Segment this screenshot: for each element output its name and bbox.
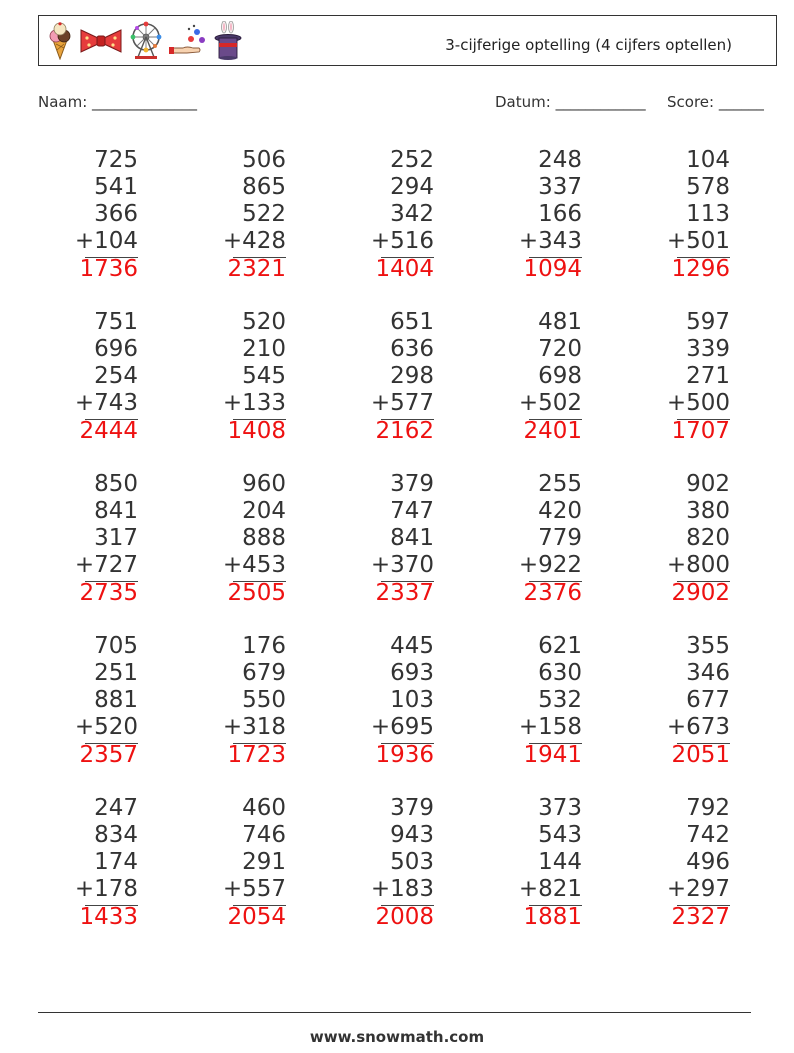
addition-problem bbox=[196, 147, 286, 287]
addend: 696 bbox=[94, 336, 138, 362]
addend: 251 bbox=[94, 660, 138, 686]
addend: 751 bbox=[94, 309, 138, 335]
addition-problem bbox=[492, 471, 582, 611]
addend: 677 bbox=[686, 687, 730, 713]
addend: 621 bbox=[538, 633, 582, 659]
answer: 1296 bbox=[671, 256, 730, 282]
last-addend: +104 bbox=[74, 228, 138, 254]
addend: 252 bbox=[390, 147, 434, 173]
last-addend: +297 bbox=[666, 876, 730, 902]
answer: 2902 bbox=[671, 580, 730, 606]
addend: 174 bbox=[94, 849, 138, 875]
addition-problem bbox=[640, 795, 730, 935]
answer: 2376 bbox=[523, 580, 582, 606]
answer: 2401 bbox=[523, 418, 582, 444]
addition-problem bbox=[492, 147, 582, 287]
last-addend: +800 bbox=[666, 552, 730, 578]
answer: 2008 bbox=[375, 904, 434, 930]
addend: 346 bbox=[686, 660, 730, 686]
last-addend: +516 bbox=[370, 228, 434, 254]
addend: 380 bbox=[686, 498, 730, 524]
last-addend: +133 bbox=[222, 390, 286, 416]
addend: 337 bbox=[538, 174, 582, 200]
addition-problem bbox=[492, 633, 582, 773]
addend: 503 bbox=[390, 849, 434, 875]
name-field-label: Naam: ______________ bbox=[38, 93, 198, 111]
footer-divider bbox=[38, 1012, 751, 1013]
last-addend: +922 bbox=[518, 552, 582, 578]
addend: 460 bbox=[242, 795, 286, 821]
answer: 2337 bbox=[375, 580, 434, 606]
answer: 2735 bbox=[79, 580, 138, 606]
addend: 255 bbox=[538, 471, 582, 497]
addend: 103 bbox=[390, 687, 434, 713]
addition-problem bbox=[196, 795, 286, 935]
addend: 834 bbox=[94, 822, 138, 848]
last-addend: +501 bbox=[666, 228, 730, 254]
addend: 550 bbox=[242, 687, 286, 713]
addend: 271 bbox=[686, 363, 730, 389]
addend: 522 bbox=[242, 201, 286, 227]
addend: 720 bbox=[538, 336, 582, 362]
answer: 1404 bbox=[375, 256, 434, 282]
answer: 2357 bbox=[79, 742, 138, 768]
addend: 705 bbox=[94, 633, 138, 659]
addend: 742 bbox=[686, 822, 730, 848]
answer: 1723 bbox=[227, 742, 286, 768]
worksheet-title: 3-cijferige optelling (4 cijfers optellen) bbox=[445, 36, 732, 54]
addend: 698 bbox=[538, 363, 582, 389]
answer: 1408 bbox=[227, 418, 286, 444]
addend: 379 bbox=[390, 471, 434, 497]
last-addend: +743 bbox=[74, 390, 138, 416]
answer: 1881 bbox=[523, 904, 582, 930]
addend: 543 bbox=[538, 822, 582, 848]
addend: 841 bbox=[94, 498, 138, 524]
addend: 545 bbox=[242, 363, 286, 389]
addend: 506 bbox=[242, 147, 286, 173]
addition-problem bbox=[492, 309, 582, 449]
addition-problem bbox=[640, 309, 730, 449]
addition-problem bbox=[48, 633, 138, 773]
addend: 541 bbox=[94, 174, 138, 200]
addend: 597 bbox=[686, 309, 730, 335]
addition-problem bbox=[640, 471, 730, 611]
addend: 247 bbox=[94, 795, 138, 821]
last-addend: +178 bbox=[74, 876, 138, 902]
addend: 960 bbox=[242, 471, 286, 497]
addend: 651 bbox=[390, 309, 434, 335]
addition-problem bbox=[196, 471, 286, 611]
addend: 144 bbox=[538, 849, 582, 875]
addend: 298 bbox=[390, 363, 434, 389]
addition-problem bbox=[492, 795, 582, 935]
answer: 1736 bbox=[79, 256, 138, 282]
answer: 2505 bbox=[227, 580, 286, 606]
answer: 1941 bbox=[523, 742, 582, 768]
answer: 2444 bbox=[79, 418, 138, 444]
addend: 902 bbox=[686, 471, 730, 497]
addend: 532 bbox=[538, 687, 582, 713]
addend: 317 bbox=[94, 525, 138, 551]
addition-problem bbox=[196, 633, 286, 773]
addend: 373 bbox=[538, 795, 582, 821]
footer-site: www.snowmath.com bbox=[309, 1028, 485, 1046]
addition-problem bbox=[48, 309, 138, 449]
addend: 291 bbox=[242, 849, 286, 875]
last-addend: +577 bbox=[370, 390, 434, 416]
addend: 294 bbox=[390, 174, 434, 200]
addend: 630 bbox=[538, 660, 582, 686]
addend: 746 bbox=[242, 822, 286, 848]
addend: 355 bbox=[686, 633, 730, 659]
last-addend: +520 bbox=[74, 714, 138, 740]
last-addend: +158 bbox=[518, 714, 582, 740]
addend: 113 bbox=[686, 201, 730, 227]
addend: 679 bbox=[242, 660, 286, 686]
addend: 176 bbox=[242, 633, 286, 659]
addition-problem bbox=[196, 309, 286, 449]
last-addend: +727 bbox=[74, 552, 138, 578]
addend: 520 bbox=[242, 309, 286, 335]
answer: 1433 bbox=[79, 904, 138, 930]
addend: 881 bbox=[94, 687, 138, 713]
addend: 210 bbox=[242, 336, 286, 362]
addend: 204 bbox=[242, 498, 286, 524]
addend: 820 bbox=[686, 525, 730, 551]
last-addend: +183 bbox=[370, 876, 434, 902]
answer: 1707 bbox=[671, 418, 730, 444]
last-addend: +318 bbox=[222, 714, 286, 740]
addition-problem bbox=[48, 795, 138, 935]
addend: 578 bbox=[686, 174, 730, 200]
answer: 2162 bbox=[375, 418, 434, 444]
addend: 747 bbox=[390, 498, 434, 524]
addition-problem bbox=[344, 633, 434, 773]
answer: 2051 bbox=[671, 742, 730, 768]
last-addend: +453 bbox=[222, 552, 286, 578]
addition-problem bbox=[344, 795, 434, 935]
addend: 850 bbox=[94, 471, 138, 497]
addend: 366 bbox=[94, 201, 138, 227]
addend: 725 bbox=[94, 147, 138, 173]
answer: 2321 bbox=[227, 256, 286, 282]
addition-problem bbox=[344, 309, 434, 449]
addend: 379 bbox=[390, 795, 434, 821]
addend: 779 bbox=[538, 525, 582, 551]
last-addend: +428 bbox=[222, 228, 286, 254]
last-addend: +673 bbox=[666, 714, 730, 740]
answer: 2054 bbox=[227, 904, 286, 930]
addition-problem bbox=[344, 471, 434, 611]
last-addend: +343 bbox=[518, 228, 582, 254]
addend: 792 bbox=[686, 795, 730, 821]
addend: 636 bbox=[390, 336, 434, 362]
addend: 166 bbox=[538, 201, 582, 227]
addend: 254 bbox=[94, 363, 138, 389]
addend: 445 bbox=[390, 633, 434, 659]
date-field-label: Datum: ____________ bbox=[495, 93, 646, 111]
addend: 496 bbox=[686, 849, 730, 875]
score-field-label: Score: ______ bbox=[667, 93, 764, 111]
last-addend: +370 bbox=[370, 552, 434, 578]
addend: 693 bbox=[390, 660, 434, 686]
answer: 2327 bbox=[671, 904, 730, 930]
addition-problem bbox=[48, 147, 138, 287]
addend: 342 bbox=[390, 201, 434, 227]
addend: 841 bbox=[390, 525, 434, 551]
addition-problem bbox=[640, 633, 730, 773]
last-addend: +821 bbox=[518, 876, 582, 902]
addend: 339 bbox=[686, 336, 730, 362]
answer: 1094 bbox=[523, 256, 582, 282]
addend: 104 bbox=[686, 147, 730, 173]
addition-problem bbox=[48, 471, 138, 611]
last-addend: +695 bbox=[370, 714, 434, 740]
addend: 481 bbox=[538, 309, 582, 335]
last-addend: +557 bbox=[222, 876, 286, 902]
answer: 1936 bbox=[375, 742, 434, 768]
addend: 865 bbox=[242, 174, 286, 200]
last-addend: +500 bbox=[666, 390, 730, 416]
addition-problem bbox=[344, 147, 434, 287]
addition-problem bbox=[640, 147, 730, 287]
addend: 420 bbox=[538, 498, 582, 524]
addend: 888 bbox=[242, 525, 286, 551]
addend: 943 bbox=[390, 822, 434, 848]
last-addend: +502 bbox=[518, 390, 582, 416]
addend: 248 bbox=[538, 147, 582, 173]
